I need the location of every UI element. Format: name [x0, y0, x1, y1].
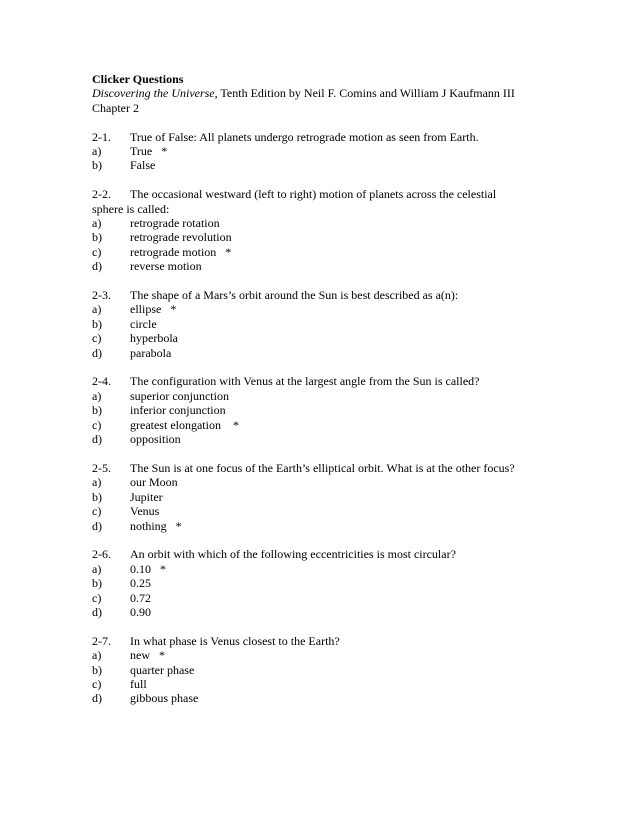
option-letter: c) — [92, 417, 102, 432]
option-text: full — [130, 676, 147, 691]
question-block — [92, 634, 612, 706]
question-number: 2-5. — [92, 460, 111, 475]
option-text: ellipse * — [130, 302, 177, 317]
question-stem: True of False: All planets undergo retrograde motion as seen from Earth. — [130, 129, 479, 144]
question-stem: In what phase is Venus closest to the Earth? — [130, 633, 340, 648]
question-stem-continuation: sphere is called: — [92, 201, 170, 216]
answer-option — [92, 562, 612, 576]
option-letter: a) — [92, 475, 102, 490]
option-text: parabola — [130, 345, 172, 360]
option-text: superior conjunction — [130, 388, 229, 403]
question-block — [92, 547, 612, 619]
question-stem-row — [92, 187, 612, 201]
option-text: 0.72 — [130, 590, 151, 605]
answer-option — [92, 317, 612, 331]
answer-option — [92, 490, 612, 504]
answer-option — [92, 677, 612, 691]
option-text: our Moon — [130, 475, 178, 490]
option-letter: d) — [92, 345, 102, 360]
answer-option — [92, 144, 612, 158]
answer-option — [92, 576, 612, 590]
option-letter: d) — [92, 691, 102, 706]
answer-option — [92, 216, 612, 230]
option-text: 0.90 — [130, 604, 151, 619]
document-title: Clicker Questions — [92, 72, 184, 86]
question-stem: The Sun is at one focus of the Earth’s elliptical orbit. What is at the other focus? — [130, 460, 515, 475]
question-stem: An orbit with which of the following eccentricities is most circular? — [130, 547, 456, 562]
answer-option — [92, 346, 612, 360]
question-stem-row — [92, 461, 612, 475]
answer-option — [92, 230, 612, 244]
option-text: reverse motion — [130, 259, 202, 274]
question-stem-row — [92, 547, 612, 561]
question-stem: The configuration with Venus at the largest angle from the Sun is called? — [130, 374, 480, 389]
answer-option — [92, 691, 612, 705]
option-letter: c) — [92, 504, 102, 519]
option-text: 0.10 * — [130, 561, 166, 576]
question-number: 2-4. — [92, 374, 111, 389]
answer-option — [92, 504, 612, 518]
answer-option — [92, 245, 612, 259]
option-letter: a) — [92, 388, 102, 403]
answer-option — [92, 418, 612, 432]
book-citation — [92, 86, 612, 100]
option-letter: c) — [92, 331, 102, 346]
option-text: quarter phase — [130, 662, 195, 677]
answer-option — [92, 259, 612, 273]
option-text: 0.25 — [130, 576, 151, 591]
question-number: 2-1. — [92, 129, 111, 144]
option-letter: a) — [92, 302, 102, 317]
answer-option — [92, 403, 612, 417]
question-block — [92, 374, 612, 446]
option-text: opposition — [130, 432, 181, 447]
option-letter: b) — [92, 230, 102, 245]
option-letter: c) — [92, 244, 102, 259]
question-stem: The shape of a Mars’s orbit around the Sun is best described as a(n): — [130, 288, 459, 303]
option-letter: d) — [92, 259, 102, 274]
option-letter: a) — [92, 561, 102, 576]
option-letter: b) — [92, 489, 102, 504]
book-edition-authors: , Tenth Edition by Neil F. Comins and William J Kaufmann III — [214, 86, 515, 101]
answer-option — [92, 605, 612, 619]
option-text: True * — [130, 144, 168, 159]
question-block — [92, 461, 612, 533]
answer-option — [92, 663, 612, 677]
question-number: 2-2. — [92, 187, 111, 202]
option-letter: c) — [92, 590, 102, 605]
option-letter: a) — [92, 648, 102, 663]
question-block — [92, 187, 612, 273]
option-text: retrograde motion * — [130, 244, 232, 259]
option-text: Venus — [130, 504, 160, 519]
answer-option — [92, 389, 612, 403]
option-text: retrograde rotation — [130, 216, 220, 231]
option-text: circle — [130, 316, 157, 331]
question-stem-row — [92, 374, 612, 388]
question-block — [92, 130, 612, 173]
option-letter: b) — [92, 316, 102, 331]
option-text: nothing * — [130, 518, 182, 533]
option-text: greatest elongation * — [130, 417, 239, 432]
option-text: inferior conjunction — [130, 403, 226, 418]
question-stem-row — [92, 634, 612, 648]
option-letter: d) — [92, 432, 102, 447]
option-letter: b) — [92, 403, 102, 418]
answer-option — [92, 302, 612, 316]
option-letter: a) — [92, 144, 102, 159]
option-letter: b) — [92, 576, 102, 591]
option-text: retrograde revolution — [130, 230, 232, 245]
option-text: hyperbola — [130, 331, 178, 346]
option-letter: a) — [92, 216, 102, 231]
question-stem-row — [92, 288, 612, 302]
option-letter: b) — [92, 662, 102, 677]
option-letter: d) — [92, 604, 102, 619]
answer-option — [92, 475, 612, 489]
answer-option — [92, 432, 612, 446]
question-list — [92, 130, 612, 706]
option-letter: b) — [92, 158, 102, 173]
option-text: False — [130, 158, 156, 173]
question-stem-row — [92, 130, 612, 144]
question-number: 2-7. — [92, 633, 111, 648]
question-number: 2-6. — [92, 547, 111, 562]
chapter-label: Chapter 2 — [92, 100, 139, 115]
answer-option — [92, 648, 612, 662]
answer-option — [92, 331, 612, 345]
question-block — [92, 288, 612, 360]
question-number: 2-3. — [92, 288, 111, 303]
answer-option — [92, 158, 612, 172]
option-text: new * — [130, 648, 165, 663]
document-page — [92, 72, 612, 706]
book-title: Discovering the Universe — [92, 86, 215, 101]
question-stem: The occasional westward (left to right) motion of planets across the celestial — [130, 187, 497, 202]
option-text: Jupiter — [130, 489, 163, 504]
option-text: gibbous phase — [130, 691, 199, 706]
option-letter: c) — [92, 676, 102, 691]
answer-option — [92, 519, 612, 533]
answer-option — [92, 591, 612, 605]
option-letter: d) — [92, 518, 102, 533]
